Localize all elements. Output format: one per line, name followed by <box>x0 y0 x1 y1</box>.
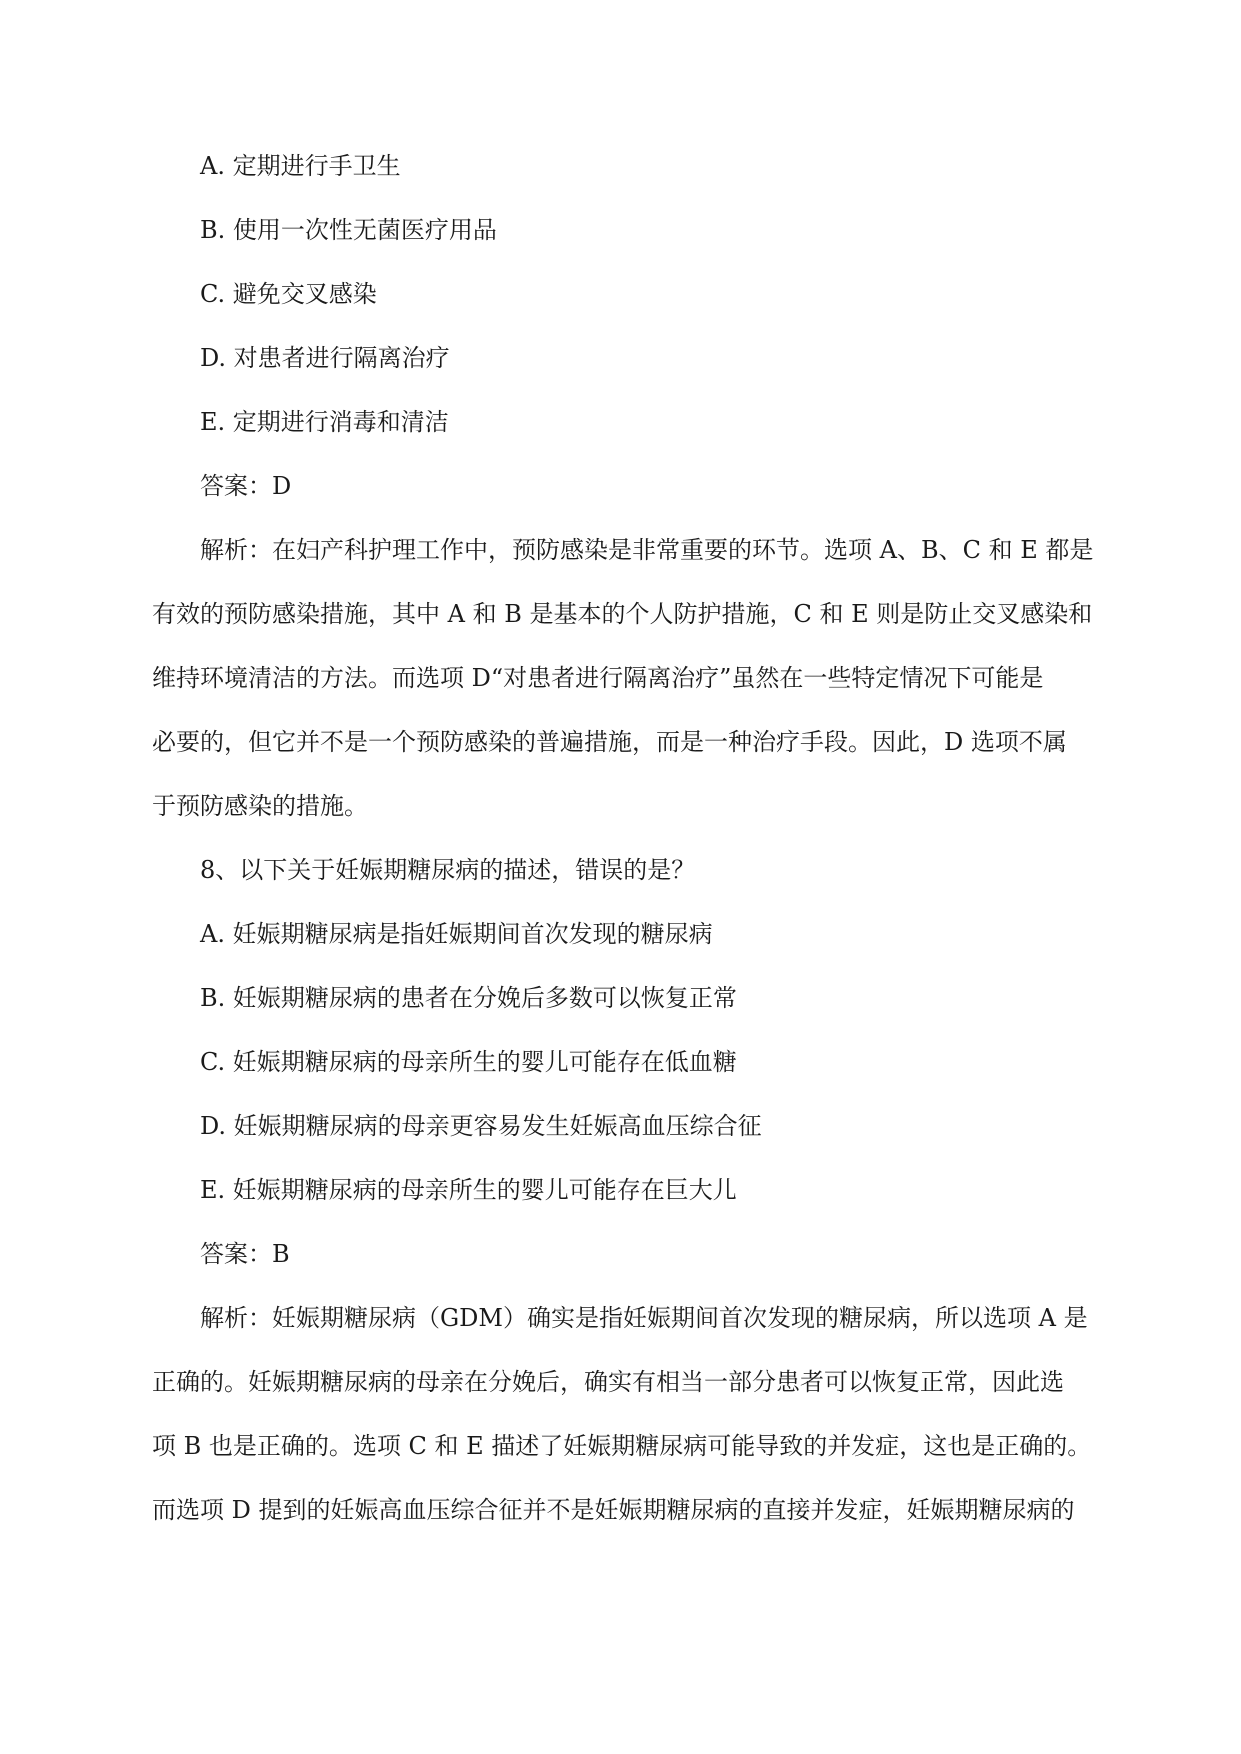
q7-option-d: D. 对患者进行隔离治疗 <box>200 344 450 372</box>
q7-analysis-line: 解析：在妇产科护理工作中，预防感染是非常重要的环节。选项 A、B、C 和 E 都是 <box>200 536 1094 564</box>
q8-analysis-line: 解析：妊娠期糖尿病（GDM）确实是指妊娠期间首次发现的糖尿病，所以选项 A 是 <box>200 1304 1088 1332</box>
q8-option-b: B. 妊娠期糖尿病的患者在分娩后多数可以恢复正常 <box>200 984 737 1012</box>
q7-analysis-line: 维持环境清洁的方法。而选项 D“对患者进行隔离治疗”虽然在一些特定情况下可能是 <box>152 664 1044 692</box>
q7-option-a: A. 定期进行手卫生 <box>200 152 401 180</box>
q7-analysis-line: 有效的预防感染措施，其中 A 和 B 是基本的个人防护措施，C 和 E 则是防止交叉感染和 <box>152 600 1093 628</box>
q8-answer: 答案：B <box>200 1240 290 1268</box>
q7-answer: 答案：D <box>200 472 292 500</box>
q8-analysis-line: 正确的。妊娠期糖尿病的母亲在分娩后，确实有相当一部分患者可以恢复正常，因此选 <box>152 1368 1064 1396</box>
q8-analysis-line: 而选项 D 提到的妊娠高血压综合征并不是妊娠期糖尿病的直接并发症，妊娠期糖尿病的 <box>152 1496 1075 1524</box>
q8-option-a: A. 妊娠期糖尿病是指妊娠期间首次发现的糖尿病 <box>200 920 713 948</box>
q7-option-b: B. 使用一次性无菌医疗用品 <box>200 216 497 244</box>
q7-option-c: C. 避免交叉感染 <box>200 280 377 308</box>
q8-option-d: D. 妊娠期糖尿病的母亲更容易发生妊娠高血压综合征 <box>200 1112 762 1140</box>
q8-analysis-line: 项 B 也是正确的。选项 C 和 E 描述了妊娠期糖尿病可能导致的并发症，这也是正确的。 <box>152 1432 1092 1460</box>
q7-option-e: E. 定期进行消毒和清洁 <box>200 408 449 436</box>
q7-analysis-line: 于预防感染的措施。 <box>152 792 368 820</box>
q7-analysis-line: 必要的，但它并不是一个预防感染的普遍措施，而是一种治疗手段。因此，D 选项不属 <box>152 728 1067 756</box>
q8-option-c: C. 妊娠期糖尿病的母亲所生的婴儿可能存在低血糖 <box>200 1048 737 1076</box>
q8-question: 8、以下关于妊娠期糖尿病的描述，错误的是？ <box>200 856 696 884</box>
q8-option-e: E. 妊娠期糖尿病的母亲所生的婴儿可能存在巨大儿 <box>200 1176 737 1204</box>
